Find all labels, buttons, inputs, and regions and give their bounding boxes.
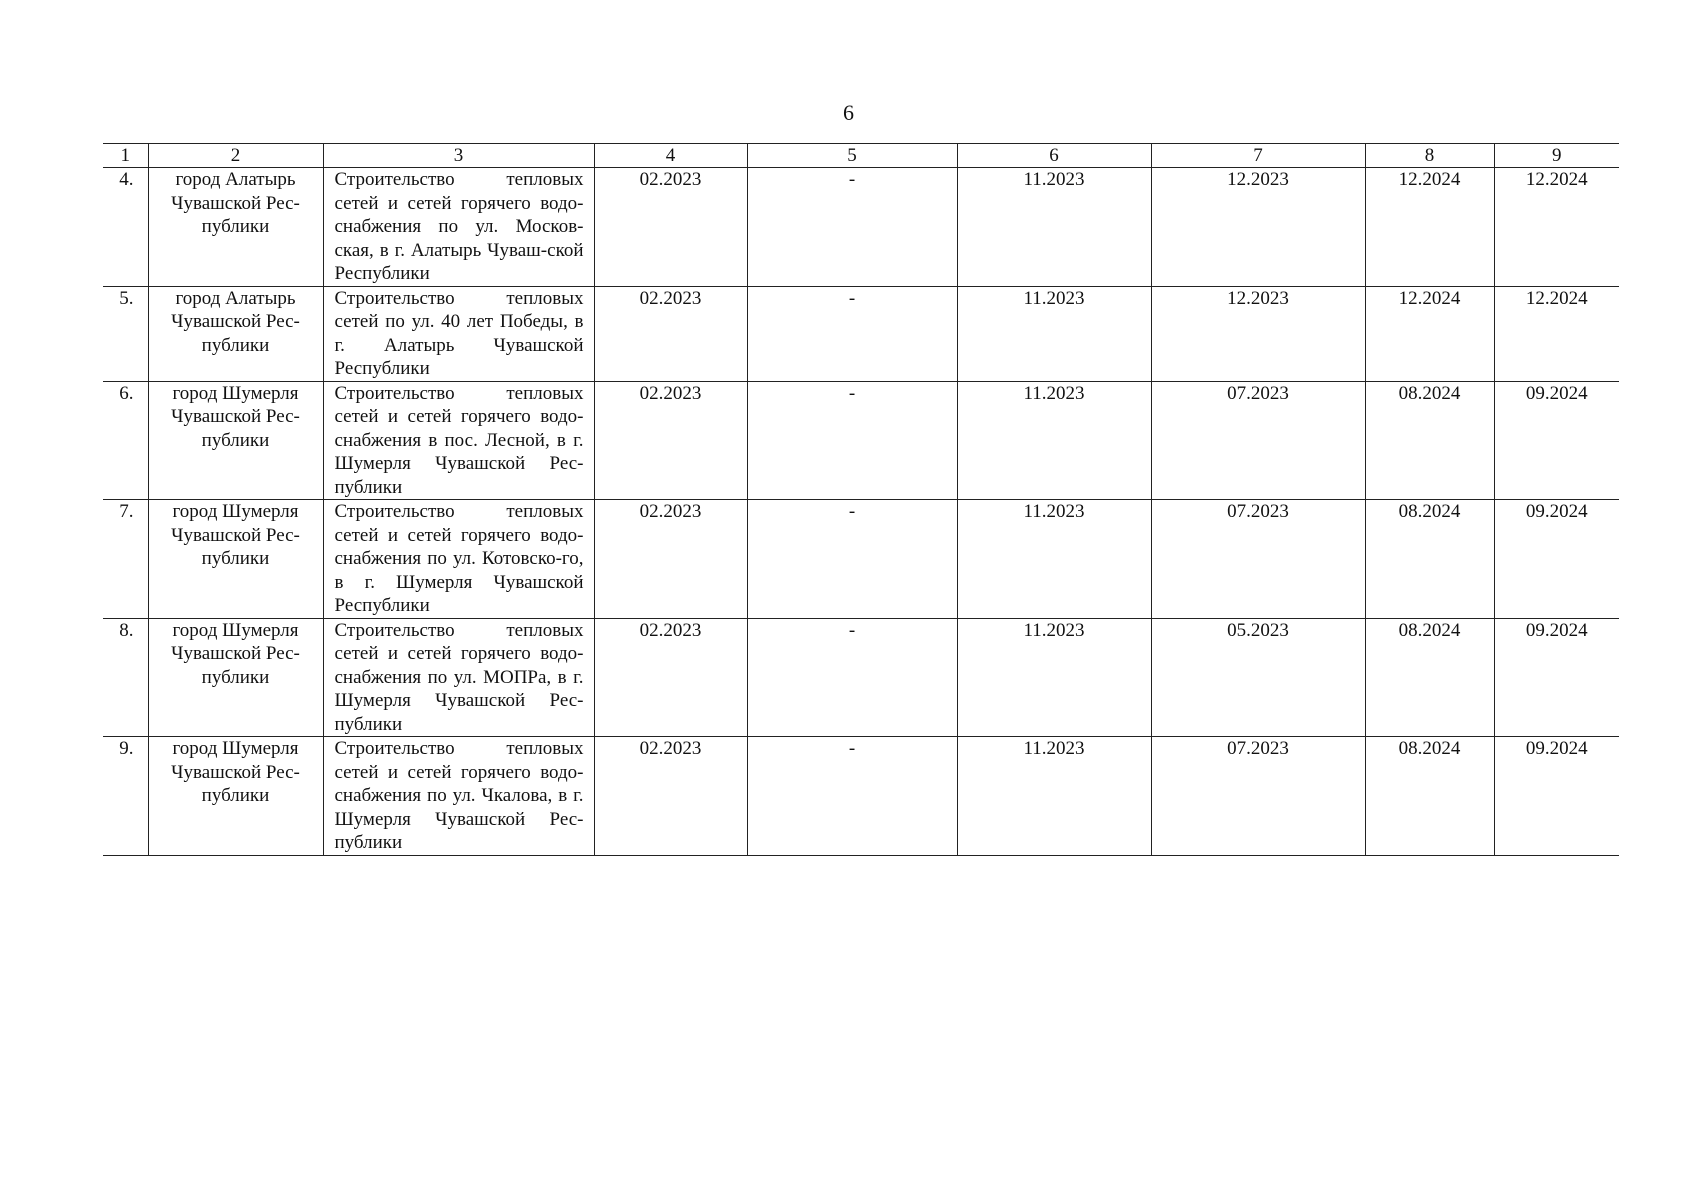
date-cell-8: 08.2024: [1365, 737, 1494, 856]
table-row: [103, 737, 1619, 856]
column-header-3: 3: [323, 144, 594, 168]
schedule-table: [103, 143, 1619, 856]
row-number: 6.: [103, 381, 148, 500]
column-header-8: 8: [1365, 144, 1494, 168]
column-header-9: 9: [1494, 144, 1619, 168]
date-cell-7: 07.2023: [1151, 500, 1365, 619]
date-cell-4: 02.2023: [594, 618, 747, 737]
municipality-cell: город Шумерля Чувашской Рес-публики: [148, 737, 323, 856]
cell-5: -: [747, 618, 957, 737]
column-header-4: 4: [594, 144, 747, 168]
date-cell-4: 02.2023: [594, 286, 747, 381]
table-row: [103, 286, 1619, 381]
date-cell-8: 08.2024: [1365, 500, 1494, 619]
cell-5: -: [747, 168, 957, 287]
municipality-cell: город Шумерля Чувашской Рес-публики: [148, 381, 323, 500]
row-number: 5.: [103, 286, 148, 381]
date-cell-6: 11.2023: [957, 500, 1151, 619]
date-cell-9: 12.2024: [1494, 168, 1619, 287]
date-cell-4: 02.2023: [594, 500, 747, 619]
description-cell: Строительство тепловых сетей и сетей горячего водо-снабжения по ул. Котовско-го, в г. Шумерля Чувашской Республики: [323, 500, 594, 619]
date-cell-9: 09.2024: [1494, 381, 1619, 500]
municipality-cell: город Алатырь Чувашской Рес-публики: [148, 286, 323, 381]
date-cell-7: 05.2023: [1151, 618, 1365, 737]
date-cell-6: 11.2023: [957, 737, 1151, 856]
cell-5: -: [747, 500, 957, 619]
date-cell-4: 02.2023: [594, 168, 747, 287]
date-cell-9: 12.2024: [1494, 286, 1619, 381]
date-cell-7: 12.2023: [1151, 286, 1365, 381]
table-row: [103, 500, 1619, 619]
cell-5: -: [747, 381, 957, 500]
column-header-7: 7: [1151, 144, 1365, 168]
date-cell-7: 12.2023: [1151, 168, 1365, 287]
date-cell-9: 09.2024: [1494, 737, 1619, 856]
column-header-6: 6: [957, 144, 1151, 168]
description-cell: Строительство тепловых сетей по ул. 40 лет Победы, в г. Алатырь Чувашской Республики: [323, 286, 594, 381]
column-header-2: 2: [148, 144, 323, 168]
date-cell-8: 08.2024: [1365, 381, 1494, 500]
municipality-cell: город Шумерля Чувашской Рес-публики: [148, 500, 323, 619]
description-cell: Строительство тепловых сетей и сетей горячего водо-снабжения по ул. МОПРа, в г. Шумерля Чувашской Рес-публики: [323, 618, 594, 737]
date-cell-6: 11.2023: [957, 618, 1151, 737]
row-number: 9.: [103, 737, 148, 856]
date-cell-9: 09.2024: [1494, 618, 1619, 737]
header-row: [103, 144, 1619, 168]
row-number: 4.: [103, 168, 148, 287]
cell-5: -: [747, 286, 957, 381]
date-cell-8: 12.2024: [1365, 286, 1494, 381]
date-cell-6: 11.2023: [957, 381, 1151, 500]
date-cell-8: 08.2024: [1365, 618, 1494, 737]
column-header-5: 5: [747, 144, 957, 168]
date-cell-4: 02.2023: [594, 381, 747, 500]
row-number: 8.: [103, 618, 148, 737]
table-row: [103, 381, 1619, 500]
date-cell-8: 12.2024: [1365, 168, 1494, 287]
row-number: 7.: [103, 500, 148, 619]
description-cell: Строительство тепловых сетей и сетей горячего водо-снабжения по ул. Москов-ская, в г. Алатырь Чуваш-ской Республики: [323, 168, 594, 287]
date-cell-7: 07.2023: [1151, 381, 1365, 500]
date-cell-7: 07.2023: [1151, 737, 1365, 856]
date-cell-6: 11.2023: [957, 168, 1151, 287]
municipality-cell: город Алатырь Чувашской Рес-публики: [148, 168, 323, 287]
table-row: [103, 618, 1619, 737]
cell-5: -: [747, 737, 957, 856]
page-number: 6: [843, 100, 854, 125]
date-cell-4: 02.2023: [594, 737, 747, 856]
table-row: [103, 168, 1619, 287]
municipality-cell: город Шумерля Чувашской Рес-публики: [148, 618, 323, 737]
column-header-1: 1: [103, 144, 148, 168]
description-cell: Строительство тепловых сетей и сетей горячего водо-снабжения по ул. Чкалова, в г. Шумерля Чувашской Рес-публики: [323, 737, 594, 856]
date-cell-6: 11.2023: [957, 286, 1151, 381]
date-cell-9: 09.2024: [1494, 500, 1619, 619]
description-cell: Строительство тепловых сетей и сетей горячего водо-снабжения в пос. Лесной, в г. Шумерля Чувашской Рес-публики: [323, 381, 594, 500]
